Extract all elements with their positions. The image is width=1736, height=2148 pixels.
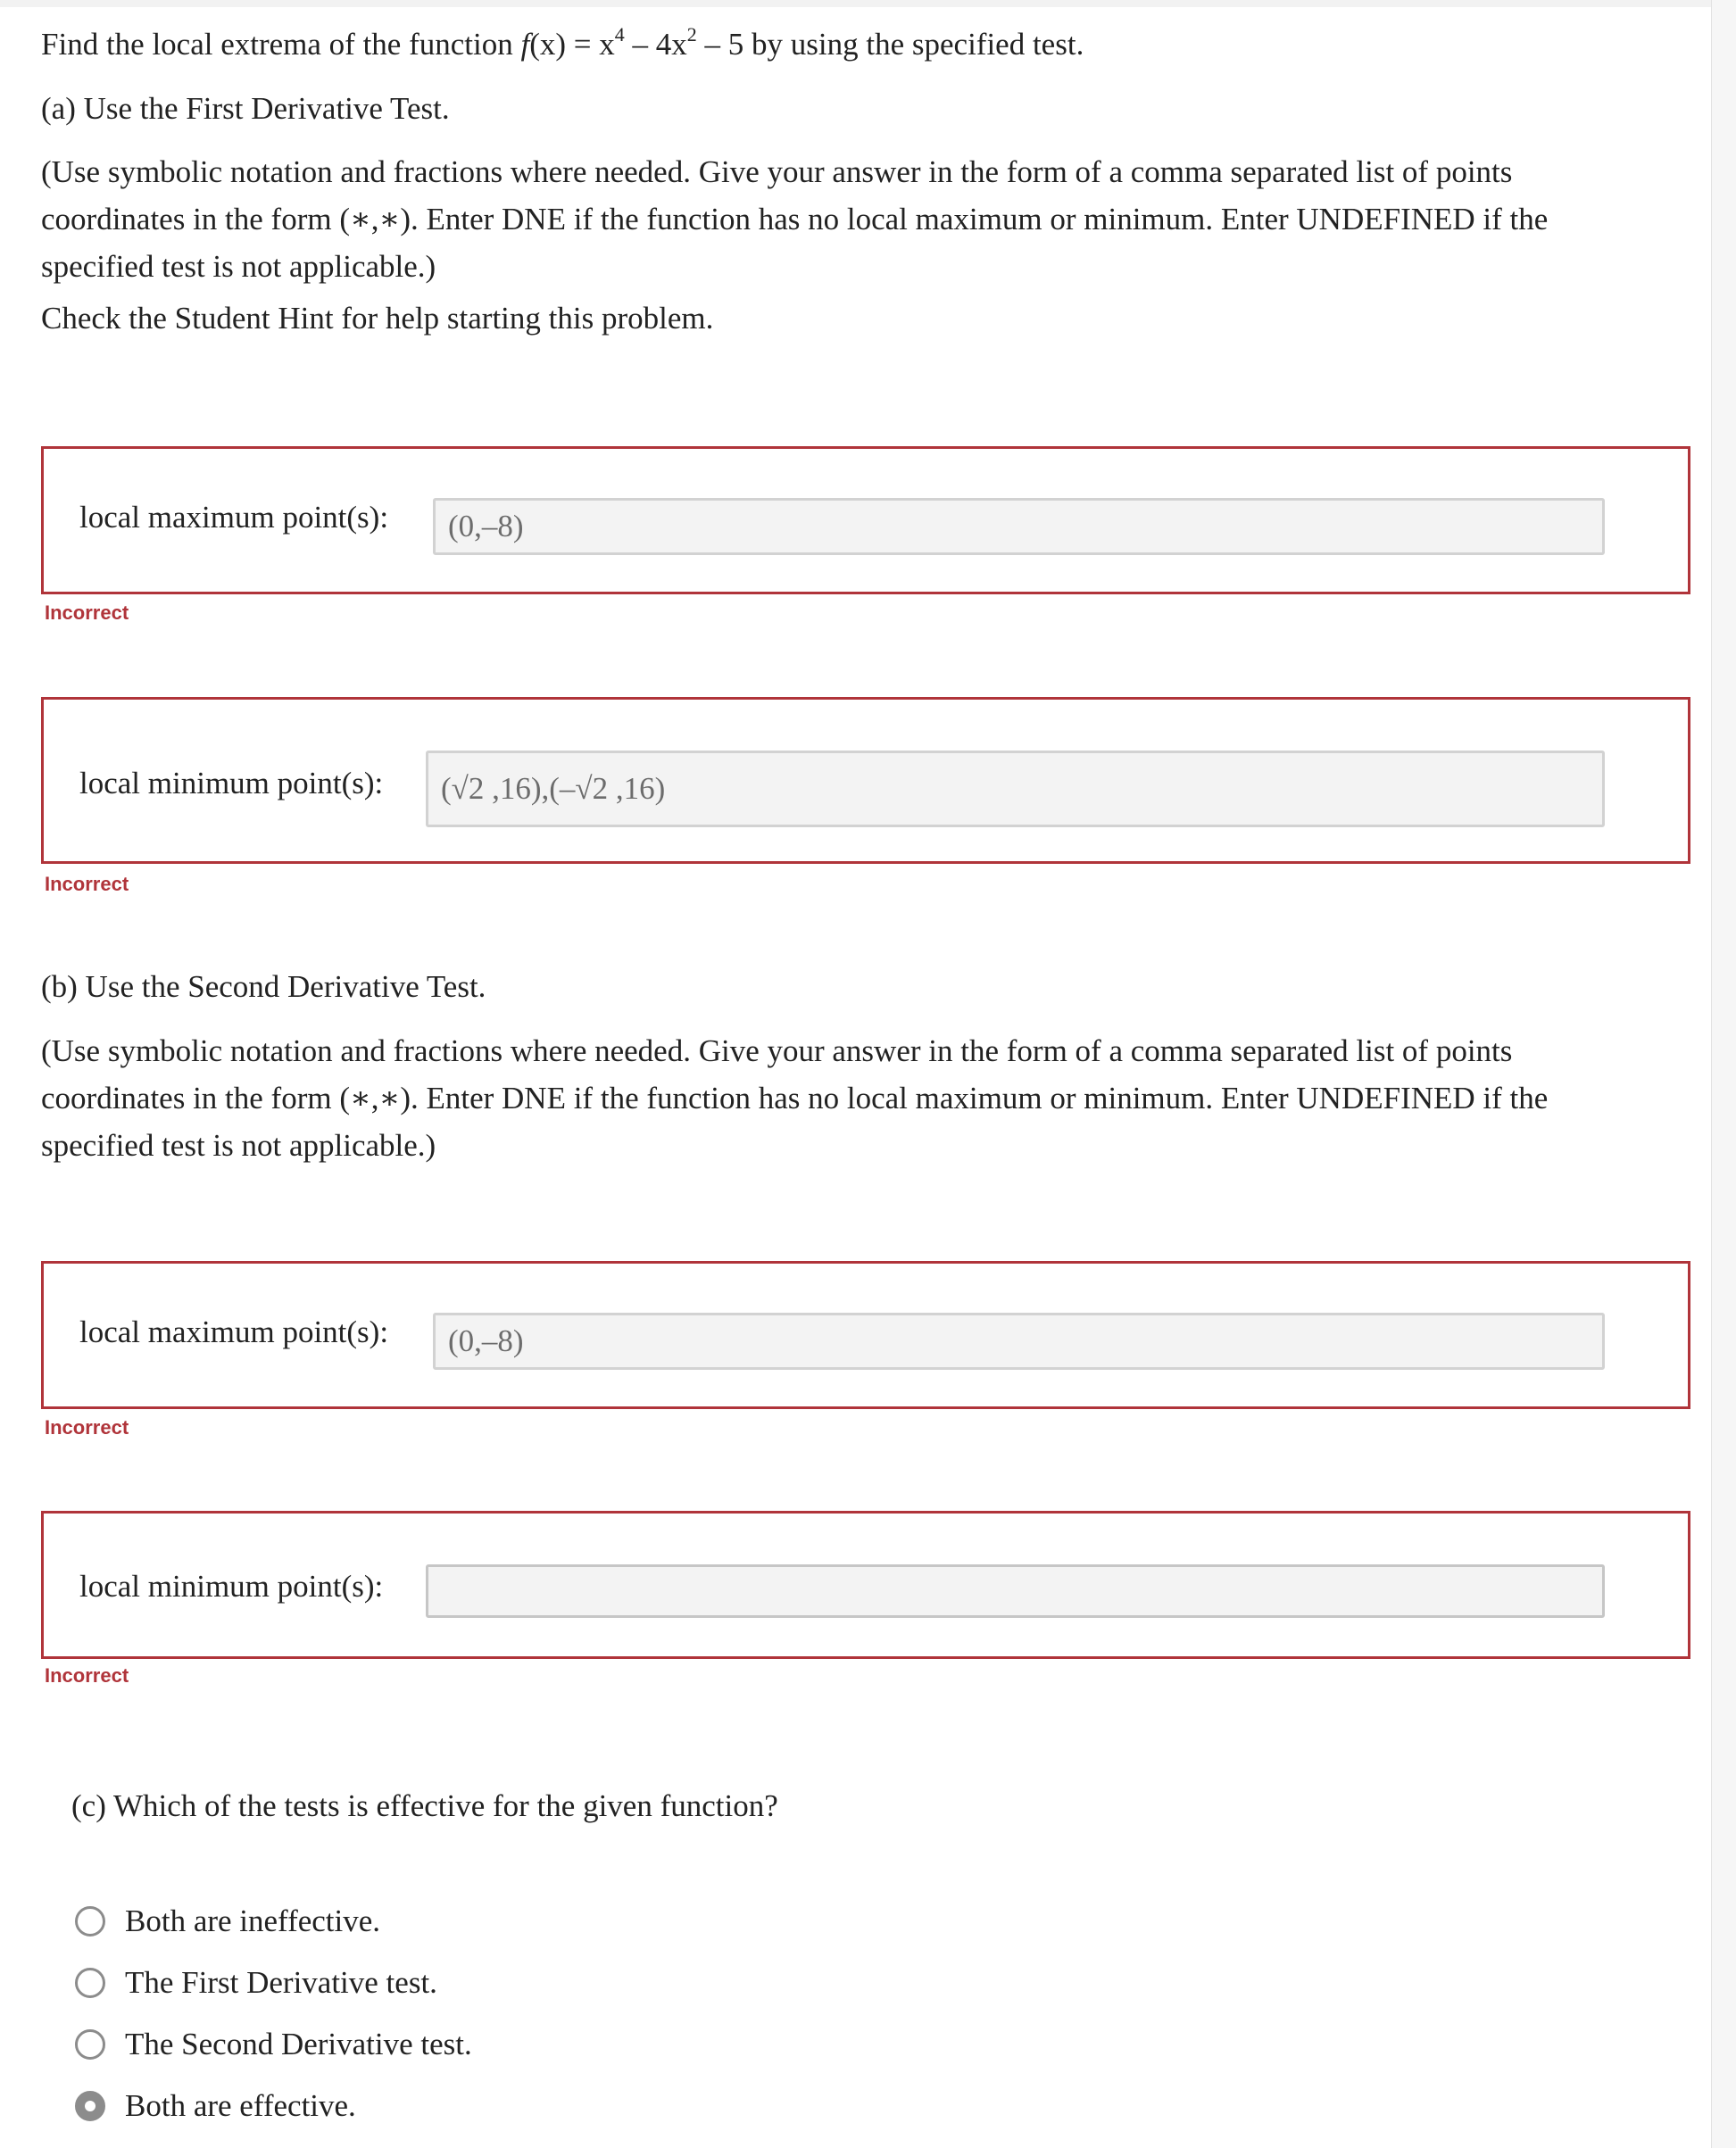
part-b-min-panel (41, 1511, 1690, 1659)
part-b-max-label: local maximum point(s): (79, 1315, 389, 1349)
choice-both-effective[interactable] (75, 2084, 356, 2128)
radio-button-icon[interactable] (75, 2029, 105, 2060)
choice-both-ineffective[interactable] (75, 1899, 380, 1944)
part-a-min-input[interactable]: (√2 ,16),(–√2 ,16) (426, 751, 1605, 827)
part-b-min-input[interactable] (426, 1564, 1605, 1618)
part-a-min-label: local minimum point(s): (79, 766, 384, 800)
part-a-title: (a) Use the First Derivative Test. (41, 91, 450, 126)
part-b-instructions: (Use symbolic notation and fractions where needed. Give your answer in the form of a comma separated list of points coordinates in the form (∗,∗). Enter DNE if the function has no local maximum or minimum. Enter UNDEFINED if the specified test is not applicable.) (41, 1033, 1549, 1163)
part-c-question: (c) Which of the tests is effective for the given function? (71, 1788, 778, 1823)
function-expression: $f(x) = x^4 - 4x^2 - 5$ (520, 23, 744, 62)
part-b-min-status: Incorrect (45, 1664, 129, 1687)
part-a-min-status: Incorrect (45, 873, 129, 895)
part-b-min-label: local minimum point(s): (79, 1569, 384, 1604)
part-a-max-panel (41, 446, 1690, 594)
scrollbar-track[interactable] (1711, 0, 1736, 2148)
choice-first-derivative[interactable] (75, 1961, 437, 2005)
part-b-title: (b) Use the Second Derivative Test. (41, 969, 486, 1004)
problem-statement (41, 21, 1612, 68)
question-page (0, 7, 1712, 2148)
intro-suffix: by using the specified test. (743, 27, 1084, 62)
part-a-max-status: Incorrect (45, 601, 129, 624)
choice-second-derivative[interactable] (75, 2022, 472, 2067)
radio-button-selected-icon[interactable] (75, 2091, 105, 2121)
part-a-max-input[interactable]: (0,–8) (433, 498, 1605, 555)
radio-button-icon[interactable] (75, 1968, 105, 1998)
choice-label: Both are ineffective. (125, 1903, 381, 1938)
choice-label: The Second Derivative test. (125, 2027, 472, 2061)
part-b-max-status: Incorrect (45, 1416, 129, 1439)
intro-text: Find the local extrema of the function (41, 27, 521, 62)
part-b-max-input[interactable]: (0,–8) (433, 1313, 1605, 1370)
part-b-max-panel (41, 1261, 1690, 1409)
part-a-instructions: (Use symbolic notation and fractions where needed. Give your answer in the form of a comma separated list of points coordinates in the form (∗,∗). Enter DNE if the function has no local maximum or minimum. Enter UNDEFINED if the specified test is not applicable.) (41, 154, 1549, 284)
part-a-min-panel (41, 697, 1690, 864)
part-a-max-label: local maximum point(s): (79, 500, 389, 535)
choice-label: Both are effective. (125, 2088, 356, 2123)
choice-label: The First Derivative test. (125, 1965, 437, 2000)
student-hint-text: Check the Student Hint for help starting this problem. (41, 301, 714, 336)
radio-button-icon[interactable] (75, 1906, 105, 1937)
